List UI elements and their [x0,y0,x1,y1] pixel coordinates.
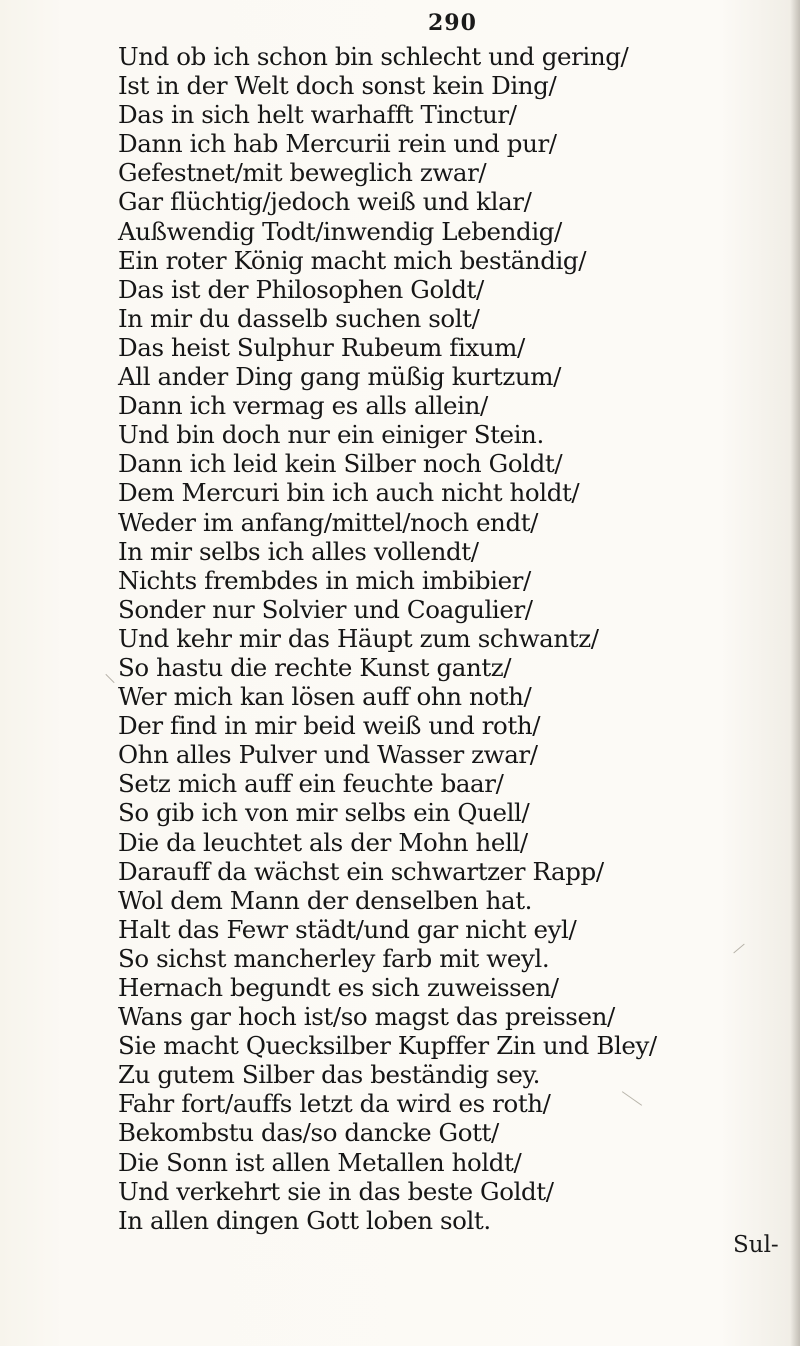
poem-line: Und ob ich schon bin schlecht und gering/ [118,42,629,71]
poem-line: All ander Ding gang müßig kurtzum/ [118,362,561,392]
poem-line: Und verkehrt sie in das beste Goldt/ [118,1176,554,1206]
poem-line: Gar flüchtig/jedoch weiß und klar/ [118,187,532,217]
poem-line: In mir selbs ich alles vollendt/ [118,536,479,566]
page-edge-shadow [790,0,800,1346]
poem-line: In allen dingen Gott loben solt. [118,1205,491,1235]
poem-line: Bekombstu das/so dancke Gott/ [118,1118,499,1148]
ink-stroke [105,674,114,683]
poem-line: So gib ich von mir selbs ein Quell/ [118,798,530,828]
poem-line: Weder im anfang/mittel/noch endt/ [118,507,539,537]
poem-line: Dann ich leid kein Silber noch Goldt/ [118,449,563,479]
poem-line: Und bin doch nur ein einiger Stein. [118,420,544,450]
poem-line: Ein roter König macht mich beständig/ [118,245,587,275]
poem-line: Das ist der Philosophen Goldt/ [118,274,484,304]
poem-line: Außwendig Todt/inwendig Lebendig/ [118,216,562,246]
poem-line: Halt das Fewr städt/und gar nicht eyl/ [118,914,577,944]
poem-line: Ist in der Welt doch sonst kein Ding/ [118,71,557,101]
page-number: 290 [428,10,477,36]
poem-line: Darauff da wächst ein schwartzer Rapp/ [118,856,604,886]
poem-line: Wans gar hoch ist/so magst das preissen/ [118,1002,615,1032]
poem-line: So sichst mancherley farb mit weyl. [118,943,550,973]
poem-line: Die Sonn ist allen Metallen holdt/ [118,1147,522,1177]
poem-line: Und kehr mir das Häupt zum schwantz/ [118,623,599,653]
poem-line: Hernach begundt es sich zuweissen/ [118,973,559,1002]
poem-line: Dann ich hab Mercurii rein und pur/ [118,129,557,159]
poem-line: Die da leuchtet als der Mohn hell/ [118,827,528,857]
poem-line: Wer mich kan lösen auff ohn noth/ [118,682,532,712]
poem-line: Dem Mercuri bin ich auch nicht holdt/ [118,478,580,508]
catchword: Sul- [733,1232,779,1258]
poem-line: Setz mich auff ein feuchte baar/ [118,769,504,799]
poem-line: Der find in mir beid weiß und roth/ [118,711,541,741]
poem-line: Ohn alles Pulver und Wasser zwar/ [118,740,538,770]
poem-line: Fahr fort/auffs letzt da wird es roth/ [118,1089,551,1119]
poem-text [118,42,758,1235]
poem-line: Das in sich helt warhafft Tinctur/ [118,100,517,130]
poem-line: So hastu die rechte Kunst gantz/ [118,652,512,682]
poem-line: Dann ich vermag es alls allein/ [118,391,488,421]
poem-line: Gefestnet/mit beweglich zwar/ [118,158,487,188]
poem-line: Nichts frembdes in mich imbibier/ [118,565,531,595]
poem-line: In mir du dasselb suchen solt/ [118,303,480,333]
poem-line: Das heist Sulphur Rubeum fixum/ [118,332,525,362]
poem-line: Sie macht Quecksilber Kupffer Zin und Bley/ [118,1031,657,1061]
poem-line: Sonder nur Solvier und Coagulier/ [118,594,533,624]
poem-line: Zu gutem Silber das beständig sey. [118,1060,541,1090]
poem-line: Wol dem Mann der denselben hat. [118,885,533,915]
